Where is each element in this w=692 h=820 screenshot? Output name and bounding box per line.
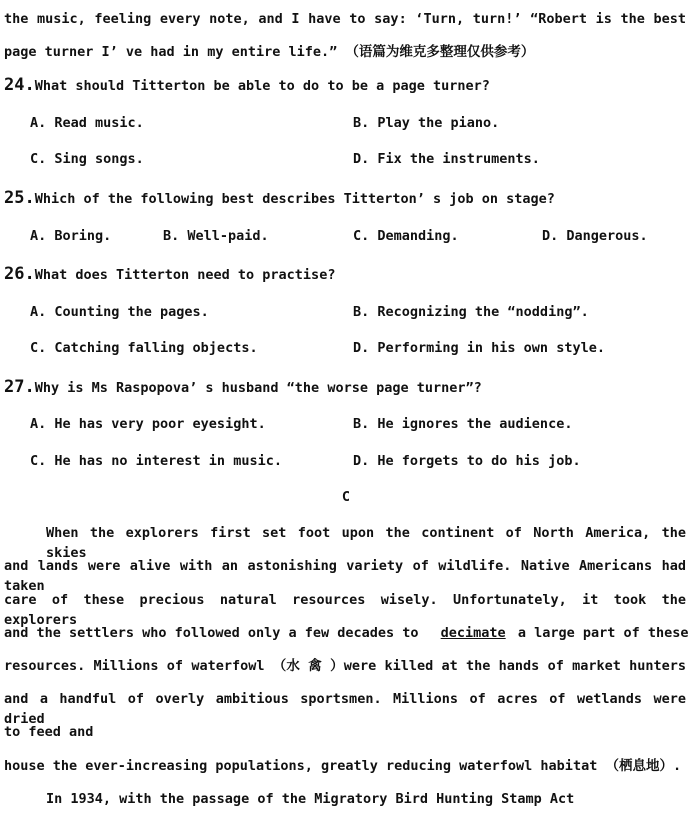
q26-option-d: D. Performing in his own style.: [353, 340, 605, 356]
question-stem: What should Titterton be able to do to be a page turner?: [34, 78, 490, 94]
line-4-end: a large part of these: [517, 625, 689, 641]
section-c-heading: C: [341, 489, 351, 505]
q25-option-c: C. Demanding.: [353, 228, 459, 244]
section-c-line-9: In 1934, with the passage of the Migratory Bird Hunting Stamp Act: [46, 791, 575, 807]
q24-option-a: A. Read music.: [30, 115, 144, 131]
q27-option-c: C. He has no interest in music.: [30, 453, 282, 469]
section-c-line-3: care of these precious natural resources wisely. Unfortunately, it took the explorers: [4, 592, 686, 628]
question-stem: Why is Ms Raspopova’ s husband “the worse page turner”?: [34, 380, 482, 396]
q24-option-b: B. Play the piano.: [353, 115, 500, 131]
section-c-line-5: resources. Millions of waterfowl （水 禽 ）were killed at the hands of market hunters: [4, 658, 686, 674]
question-number: 25.: [4, 188, 35, 208]
section-c-line-7: to feed and: [4, 724, 94, 740]
line-4-start: and the settlers who followed only a few decades to: [4, 625, 419, 641]
question-number: 27.: [4, 377, 35, 397]
question-stem: Which of the following best describes Titterton’ s job on stage?: [34, 191, 555, 207]
question-25: [4, 188, 686, 209]
q25-option-a: A. Boring.: [30, 228, 112, 244]
q27-option-d: D. He forgets to do his job.: [353, 453, 581, 469]
question-27: [4, 377, 686, 398]
section-c-line-6: and a handful of overly ambitious sportsmen. Millions of acres of wetlands were dried: [4, 691, 686, 727]
section-c-line-4: [4, 623, 689, 643]
question-26: [4, 264, 686, 285]
q24-option-c: C. Sing songs.: [30, 151, 144, 167]
q26-option-c: C. Catching falling objects.: [30, 340, 258, 356]
question-stem: What does Titterton need to practise?: [34, 267, 336, 283]
passage-b-line-1: the music, feeling every note, and I have to say: ‘Turn, turn!’ “Robert is the best: [4, 11, 686, 27]
q27-option-a: A. He has very poor eyesight.: [30, 416, 266, 432]
q26-option-a: A. Counting the pages.: [30, 304, 209, 320]
q25-option-b: B. Well-paid.: [163, 228, 269, 244]
section-c-line-1: When the explorers first set foot upon the continent of North America, the skies: [46, 525, 686, 561]
underlined-word-decimate: decimate: [440, 625, 506, 641]
q26-option-b: B. Recognizing the “nodding”.: [353, 304, 589, 320]
passage-b-line-2: page turner I’ ve had in my entire life.” （语篇为维克多整理仅供参考）: [4, 44, 535, 60]
question-number: 24.: [4, 75, 35, 95]
question-number: 26.: [4, 264, 35, 284]
q24-option-d: D. Fix the instruments.: [353, 151, 540, 167]
q27-option-b: B. He ignores the audience.: [353, 416, 573, 432]
section-c-line-2: and lands were alive with an astonishing variety of wildlife. Native Americans had taken: [4, 558, 686, 594]
question-24: [4, 75, 686, 96]
section-c-line-8: house the ever-increasing populations, greatly reducing waterfowl habitat （栖息地）.: [4, 758, 682, 774]
q25-option-d: D. Dangerous.: [542, 228, 648, 244]
